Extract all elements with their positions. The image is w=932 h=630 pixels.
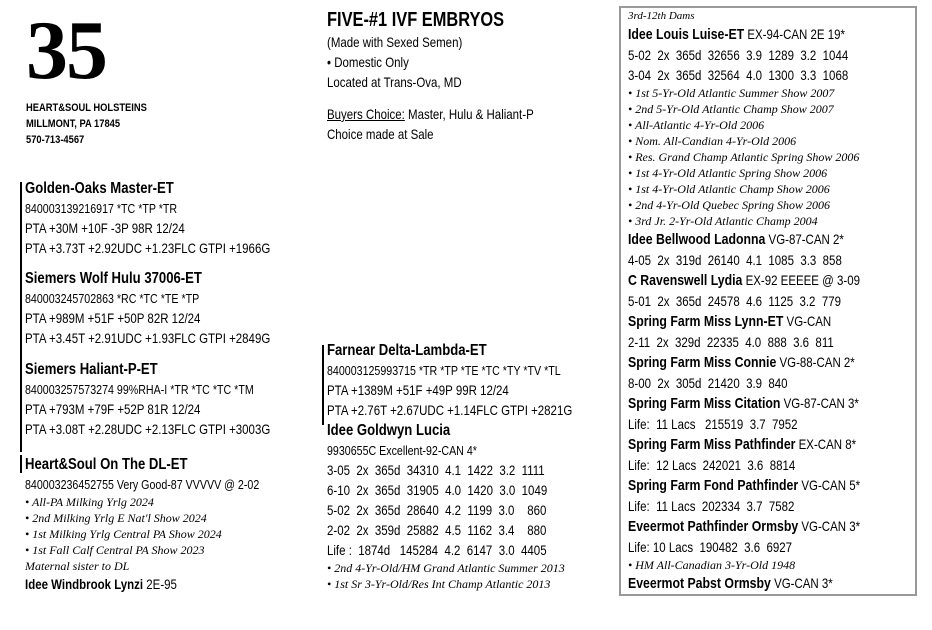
record-line: 3-04 2x 365d 32564 4.0 1300 3.3 1068	[628, 67, 849, 83]
dam-entry: Eveermot Pabst Ormsby VG-CAN 3*	[628, 575, 833, 592]
record-line: 6-10 2x 365d 31905 4.0 1420 3.0 1049	[327, 482, 548, 498]
sire-registration: 840003257573274 99%RHA-I *TR *TC *TC *TM	[25, 382, 254, 397]
dam-sire-bar	[322, 345, 324, 425]
dam-sire-block	[327, 340, 626, 592]
dam-sire-pta-production: PTA +1389M +51F +49P 99R 12/24	[327, 382, 509, 398]
record-line: Life: 12 Lacs 242021 3.6 8814	[628, 457, 796, 473]
record-line: Life: 11 Lacs 202334 3.7 7582	[628, 498, 795, 514]
dam-award: • 1st Fall Calf Central PA Show 2023	[25, 543, 205, 557]
sire-bar	[20, 182, 22, 452]
dam-entry-award: • 1st 5-Yr-Old Atlantic Summer Show 2007	[628, 86, 835, 100]
dam-registration: 840003236452755 Very Good-87 VVVVV @ 2-02	[25, 477, 260, 492]
dam-entry-award: • 2nd 5-Yr-Old Atlantic Champ Show 2007	[628, 102, 834, 116]
dam-sire-name: Farnear Delta-Lambda-ET	[327, 342, 487, 359]
sire-pta-production: PTA +989M +51F +50P 82R 12/24	[25, 310, 201, 326]
dam-entry-award: • 3rd Jr. 2-Yr-Old Atlantic Champ 2004	[628, 214, 818, 228]
dam-award: • 2nd Milking Yrlg E Nat'l Show 2024	[25, 511, 207, 525]
record-line: 3-05 2x 365d 34310 4.1 1422 3.2 1111	[327, 462, 545, 478]
farm-name: HEART&SOUL HOLSTEINS	[26, 102, 147, 114]
dam-entry: Spring Farm Fond Pathfinder VG-CAN 5*	[628, 477, 861, 494]
buyers-choice	[327, 104, 534, 124]
dam-award: • 1st Milking Yrlg Central PA Show 2024	[25, 527, 222, 541]
dam-award: • All-PA Milking Yrlg 2024	[25, 495, 154, 509]
sire-name: Golden-Oaks Master-ET	[25, 180, 174, 197]
buyers-choice-value: Master, Hulu & Haliant-P	[404, 106, 534, 122]
sire-name: Siemers Haliant-P-ET	[25, 361, 158, 378]
record-line: 2-11 2x 329d 22335 4.0 888 3.6 811	[628, 334, 834, 350]
dam-entry-award: • Nom. All-Candian 4-Yr-Old 2006	[628, 134, 797, 148]
dam-sire-registration: 840003125993715 *TR *TP *TE *TC *TY *TV *TL	[327, 363, 561, 378]
dam-entry: Idee Louis Luise-ET EX-94-CAN 2E 19*	[628, 26, 846, 43]
dam-bar	[20, 455, 22, 473]
sire-registration: 840003139216917 *TC *TP *TR	[25, 201, 178, 216]
record-line: 2-02 2x 359d 25882 4.5 1162 3.4 880	[327, 522, 547, 538]
sire-pta-production: PTA +793M +79F +52P 81R 12/24	[25, 401, 201, 417]
offer-domestic: • Domestic Only	[327, 54, 409, 70]
dam-entry-award: • 1st 4-Yr-Old Atlantic Champ Show 2006	[628, 182, 830, 196]
sire-registration: 840003245702863 *RC *TC *TE *TP	[25, 291, 200, 306]
second-dam-award: • 1st Sr 3-Yr-Old/Res Int Champ Atlantic 2013	[327, 577, 551, 591]
second-dam-name: Idee Goldwyn Lucia	[327, 422, 451, 439]
buyers-choice-label: Buyers Choice:	[327, 106, 405, 122]
sire-name: Siemers Wolf Hulu 37006-ET	[25, 270, 202, 287]
record-line: 8-00 2x 305d 21420 3.9 840	[628, 375, 788, 391]
dam-entry-award: • 1st 4-Yr-Old Atlantic Spring Show 2006	[628, 166, 828, 180]
record-line-lifetime: Life : 1874d 145284 4.2 6147 3.0 4405	[327, 542, 547, 558]
dams-box-content	[628, 9, 911, 594]
farm-phone: 570-713-4567	[26, 134, 85, 146]
sire-pta-type: PTA +3.73T +2.92UDC +1.23FLC GTPI +1966G	[25, 240, 271, 256]
dam-entry: Spring Farm Miss Lynn-ET VG-CAN	[628, 313, 832, 330]
record-line: Life: 10 Lacs 190482 3.6 6927	[628, 539, 793, 555]
dam-entry: Eveermot Pathfinder Ormsby VG-CAN 3*	[628, 518, 861, 535]
offer-semen: (Made with Sexed Semen)	[327, 34, 463, 50]
dam-name: Heart&Soul On The DL-ET	[25, 456, 188, 473]
second-dam-registration: 9930655C Excellent-92-CAN 4*	[327, 443, 477, 458]
record-line: 5-02 2x 365d 32656 3.9 1289 3.2 1044	[628, 47, 849, 63]
dam-entry-award: • HM All-Canadian 3-Yr-Old 1948	[628, 558, 796, 572]
record-line: 5-01 2x 365d 24578 4.6 1125 3.2 779	[628, 293, 841, 309]
choice-note: Choice made at Sale	[327, 126, 434, 142]
farm-info	[26, 100, 168, 148]
dam-sire-pta-type: PTA +2.76T +2.67UDC +1.14FLC GTPI +2821G	[327, 402, 573, 418]
dam-entry: C Ravenswell Lydia EX-92 EEEEE @ 3-09	[628, 272, 860, 289]
dam-entry-award: • Res. Grand Champ Atlantic Spring Show 2006	[628, 150, 860, 164]
offer-location: Located at Trans-Ova, MD	[327, 74, 462, 90]
dam-entry: Spring Farm Miss Pathfinder EX-CAN 8*	[628, 436, 857, 453]
dam-entry: Spring Farm Miss Connie VG-88-CAN 2*	[628, 354, 855, 371]
sire-pta-production: PTA +30M +10F -3P 98R 12/24	[25, 220, 185, 236]
sire-1	[25, 178, 324, 258]
dam-entry-award: • All-Atlantic 4-Yr-Old 2006	[628, 118, 765, 132]
farm-location: MILLMONT, PA 17845	[26, 118, 121, 130]
dam-entry: Spring Farm Miss Citation VG-87-CAN 3*	[628, 395, 859, 412]
maternal-sister: Idee Windbrook Lynzi 2E-95	[25, 576, 177, 592]
offer-block	[327, 8, 579, 144]
sire-2	[25, 268, 324, 348]
dam-entry-award: • 2nd 4-Yr-Old Quebec Spring Show 2006	[628, 198, 830, 212]
record-line: 5-02 2x 365d 28640 4.2 1199 3.0 860	[327, 502, 547, 518]
second-dam-award: • 2nd 4-Yr-Old/HM Grand Atlantic Summer 2013	[327, 561, 565, 575]
dams-box-header: 3rd-12th Dams	[628, 10, 695, 22]
sire-pta-type: PTA +3.45T +2.91UDC +1.93FLC GTPI +2849G	[25, 330, 271, 346]
dam-entry: Idee Bellwood Ladonna VG-87-CAN 2*	[628, 231, 844, 248]
maternal-sister-note: Maternal sister to DL	[25, 559, 130, 573]
sire-pta-type: PTA +3.08T +2.28UDC +2.13FLC GTPI +3003G	[25, 421, 271, 437]
record-line: Life: 11 Lacs 215519 3.7 7952	[628, 416, 798, 432]
sire-3	[25, 359, 324, 439]
offer-title: FIVE-#1 IVF EMBRYOS	[327, 9, 505, 31]
record-line: 4-05 2x 319d 26140 4.1 1085 3.3 858	[628, 252, 842, 268]
lot-number: 35	[26, 4, 106, 97]
dam-block	[25, 454, 311, 594]
